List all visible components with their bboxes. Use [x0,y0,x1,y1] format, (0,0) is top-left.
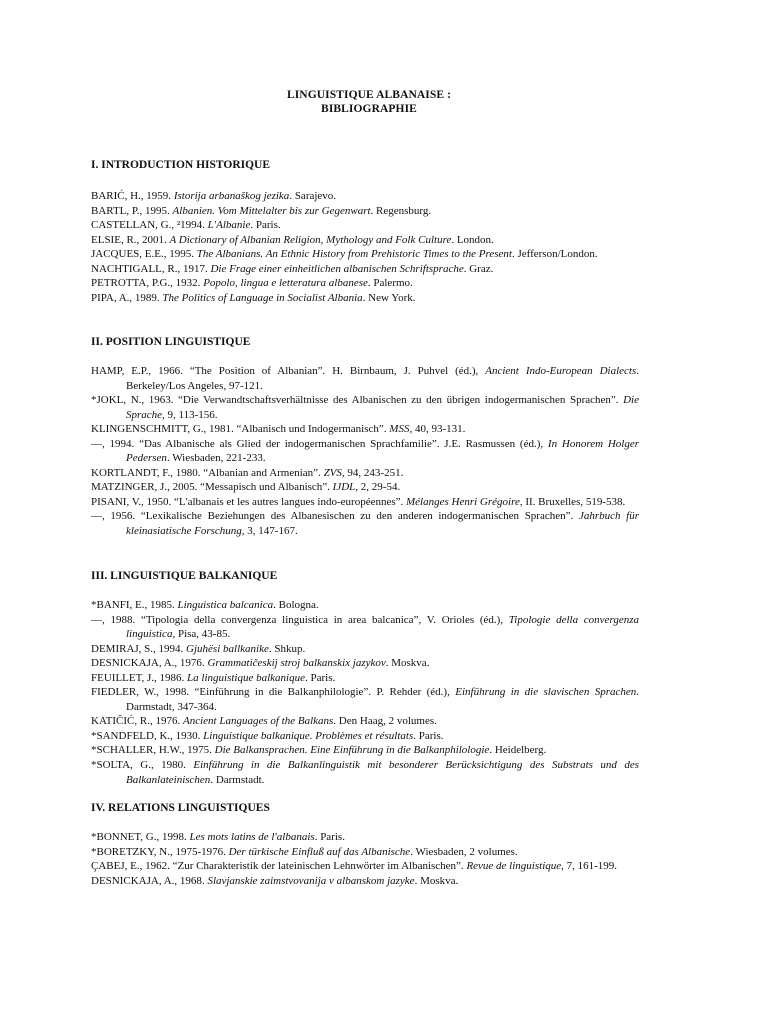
entry-publication-text: . Heidelberg. [489,744,547,757]
bibliography-entry [91,598,639,613]
entry-author-text: MATZINGER, J., 2005. “Messapisch und Albanisch”. [91,481,333,494]
entry-work-title: Revue de linguistique [466,860,562,873]
entry-author-text: KATIČIĆ, R., 1976. [91,715,183,728]
entry-publication-text: . Darmstadt, 347-364. [126,686,639,713]
entry-publication-text: . Sarajevo. [289,190,337,202]
bibliography-entry [91,247,639,262]
entry-author-text: —, 1988. “Tipologia della convergenza linguistica in area balcanica”, V. Orioles (éd.), [91,613,509,626]
entry-work-title: Ancient Indo-European Dialects [485,365,637,377]
entry-work-title: In Honorem Holger Pedersen [126,437,640,465]
bibliography-entry [91,422,639,437]
entry-publication-text: . Bologna. [273,599,319,611]
entry-author-text: NACHTIGALL, R., 1917. [91,262,211,275]
bibliography-entry [91,729,639,744]
bibliography-entry [91,276,639,291]
entry-work-title: A Dictionary of Albanian Religion, Mythology and Folk Culture [169,233,452,246]
entry-publication-text: , Pisa, 43-85. [172,628,231,641]
entry-work-title: Slavjanskie zaimstvovanija v albanskom jazyke [207,874,415,887]
bibliography-entry [91,830,639,845]
entry-author-text: PIPA, A., 1989. [91,291,163,304]
bibliography-entry [91,218,639,233]
entry-publication-text: . Jefferson/London. [511,248,598,261]
entry-author-text: DESNICKAJA, A., 1968. [91,874,208,887]
entry-work-title: Jahrbuch für kleinasiatische Forschung [126,510,639,538]
entry-publication-text: , 7, 161-199. [561,860,618,873]
entry-list [91,189,639,305]
entry-work-title: Die Frage einer einheitlichen albanischen Schriftsprache [210,262,464,275]
entry-publication-text: . Paris. [314,831,345,843]
entry-publication-text: , 9, 113-156. [162,408,218,421]
entry-publication-text: . Palermo. [367,277,413,290]
entry-publication-text: . Paris. [305,671,336,684]
entry-author-text: *SANDFELD, K., 1930. [91,729,204,742]
bibliography-entry [91,233,639,248]
entry-publication-text: . Wiesbaden, 221-233. [166,452,266,465]
entry-author-text: PISANI, V., 1950. “L'albanais et les autres langues indo-européennes”. [91,495,406,508]
entry-author-text: *BONNET, G., 1998. [91,831,190,843]
entry-publication-text: , 2, 29-54. [355,481,401,494]
bibliography-entry [91,714,639,729]
entry-work-title: Istorija arbanaškog jezika [173,190,290,202]
entry-publication-text: . London. [451,233,494,246]
bibliography-entry [91,364,639,393]
entry-work-title: Les mots latins de l'albanais [189,831,315,843]
entry-work-title: Einführung in die slavischen Sprachen [455,686,637,699]
bibliography-entry [91,393,639,422]
entry-author-text: —, 1994. “Das Albanische als Glied der indogermanischen Sprachfamilie”. J.E. Rasmussen (éd.), [91,437,548,450]
entry-work-title: Einführung in die Balkanlinguistik mit besonderer Berücksichtigung des Substrats und des Balkanlateinischen [126,759,639,786]
bibliography-entry [91,613,639,642]
entry-author-text: FEUILLET, J., 1986. [91,671,188,684]
entry-work-title: Der türkische Einfluß auf das Albanische [228,845,411,858]
entry-author-text: CASTELLAN, G., ²1994. [91,219,208,232]
entry-work-title: MSS [389,423,410,436]
entry-author-text: ÇABEJ, E., 1962. “Zur Charakteristik der lateinischen Lehnwörter im Albanischen”. [91,860,467,873]
entry-publication-text: . Wiesbaden, 2 volumes. [410,845,518,858]
bibliography-entry [91,642,639,657]
entry-author-text: DESNICKAJA, A., 1976. [91,657,208,670]
entry-work-title: L'Albanie [207,219,251,232]
entry-work-title: IJDL [332,481,356,494]
bibliography-entry [91,671,639,686]
section-heading: I. INTRODUCTION HISTORIQUE [91,159,271,171]
entry-publication-text: , 3, 147-167. [241,525,298,538]
entry-author-text: *BORETZKY, N., 1975-1976. [91,845,229,858]
entry-author-text: JACQUES, E.E., 1995. [91,248,197,261]
entry-author-text: FIEDLER, W., 1998. “Einführung in die Balkanphilologie”. P. Rehder (éd.), [91,686,456,699]
entry-publication-text: , 40, 93-131. [409,423,466,436]
bibliography-entry [91,743,639,758]
entry-work-title: ZVS [323,466,342,479]
entry-work-title: Tipologie della convergenza linguistica [126,613,639,641]
section-heading: IV. RELATIONS LINGUISTIQUES [91,802,270,814]
entry-work-title: Albanien. Vom Mittelalter bis zur Gegenwart [172,204,371,217]
entry-publication-text: . Shkup. [268,642,306,655]
bibliography-entry [91,758,639,787]
entry-author-text: *SCHALLER, H.W., 1975. [91,744,215,757]
bibliography-entry [91,291,639,306]
entry-work-title: The Politics of Language in Socialist Albania [162,291,363,304]
entry-author-text: *JOKL, N., 1963. “Die Verwandtschaftsverhältnisse des Albanischen zu den übrigen indogermanischen Sprachen”. [91,394,624,407]
entry-author-text: HAMP, E.P., 1966. “The Position of Albanian”. H. Birnbaum, J. Puhvel (éd.), [91,365,486,377]
entry-work-title: Gjuhësi ballkanike [186,642,269,655]
entry-author-text: KORTLANDT, F., 1980. “Albanian and Armenian”. [91,466,324,479]
entry-author-text: *SOLTA, G., 1980. [91,759,194,772]
document-title-line1: LINGUISTIQUE ALBANAISE : [286,89,452,101]
entry-list [91,364,639,539]
entry-work-title: Grammatičeskij stroj balkanskix jazykov [207,657,386,670]
entry-author-text: PETROTTA, P.G., 1932. [91,277,204,290]
entry-publication-text: . Paris. [413,729,444,742]
entry-publication-text: , 94, 243-251. [341,466,404,479]
section-heading: III. LINGUISTIQUE BALKANIQUE [91,570,278,582]
bibliography-entry [91,656,639,671]
entry-work-title: Ancient Languages of the Balkans [182,715,334,728]
entry-publication-text: . Moskva. [385,657,430,670]
entry-work-title: The Albanians. An Ethnic History from Prehistoric Times to the Present [196,248,512,261]
bibliography-entry [91,437,639,466]
entry-work-title: Die Sprache [126,394,639,421]
bibliography-entry [91,189,639,204]
bibliography-entry [91,685,639,714]
document-title-line2: BIBLIOGRAPHIE [321,103,417,115]
entry-author-text: ELSIE, R., 2001. [91,233,170,246]
entry-work-title: La linguistique balkanique [187,671,305,684]
entry-publication-text: . Darmstadt. [210,773,265,786]
entry-work-title: Linguistique balkanique. Problèmes et résultats [203,729,414,742]
bibliography-entry [91,204,639,219]
bibliography-entry [91,845,639,860]
entry-work-title: Die Balkansprachen. Eine Einführung in die Balkanphilologie [214,744,490,757]
entry-work-title: Linguistica balcanica [177,599,274,611]
entry-author-text: KLINGENSCHMITT, G., 1981. “Albanisch und Indogermanisch”. [91,423,390,436]
entry-author-text: *BANFI, E., 1985. [91,599,178,611]
entry-work-title: Mélanges Henri Grégoire [406,495,520,508]
entry-author-text: —, 1956. “Lexikalische Beziehungen des Albanesischen zu den anderen indogermanischen Sprachen”. [91,510,579,523]
entry-publication-text: . Moskva. [414,874,459,887]
bibliography-entry [91,495,639,510]
bibliography-entry [91,509,639,538]
bibliography-entry [91,874,639,889]
entry-list [91,598,639,787]
entry-work-title: Popolo, lingua e letteratura albanese [203,277,368,290]
bibliography-entry [91,466,639,481]
entry-publication-text: . Berkeley/Los Angeles, 97-121. [126,365,639,392]
bibliography-entry [91,262,639,277]
bibliography-entry [91,859,639,874]
entry-list [91,830,639,888]
section-heading: II. POSITION LINGUISTIQUE [91,336,251,348]
entry-publication-text: . Paris. [250,219,281,232]
bibliography-entry [91,480,639,495]
entry-author-text: DEMIRAJ, S., 1994. [91,642,187,655]
entry-publication-text: . Den Haag, 2 volumes. [333,715,437,728]
entry-publication-text: . Regensburg. [370,204,432,217]
entry-author-text: BARTL, P., 1995. [91,204,173,217]
entry-author-text: BARIĆ, H., 1959. [91,190,174,202]
entry-publication-text: . Graz. [463,262,494,275]
entry-publication-text: . New York. [362,291,416,304]
entry-publication-text: , II. Bruxelles, 519-538. [519,495,626,508]
